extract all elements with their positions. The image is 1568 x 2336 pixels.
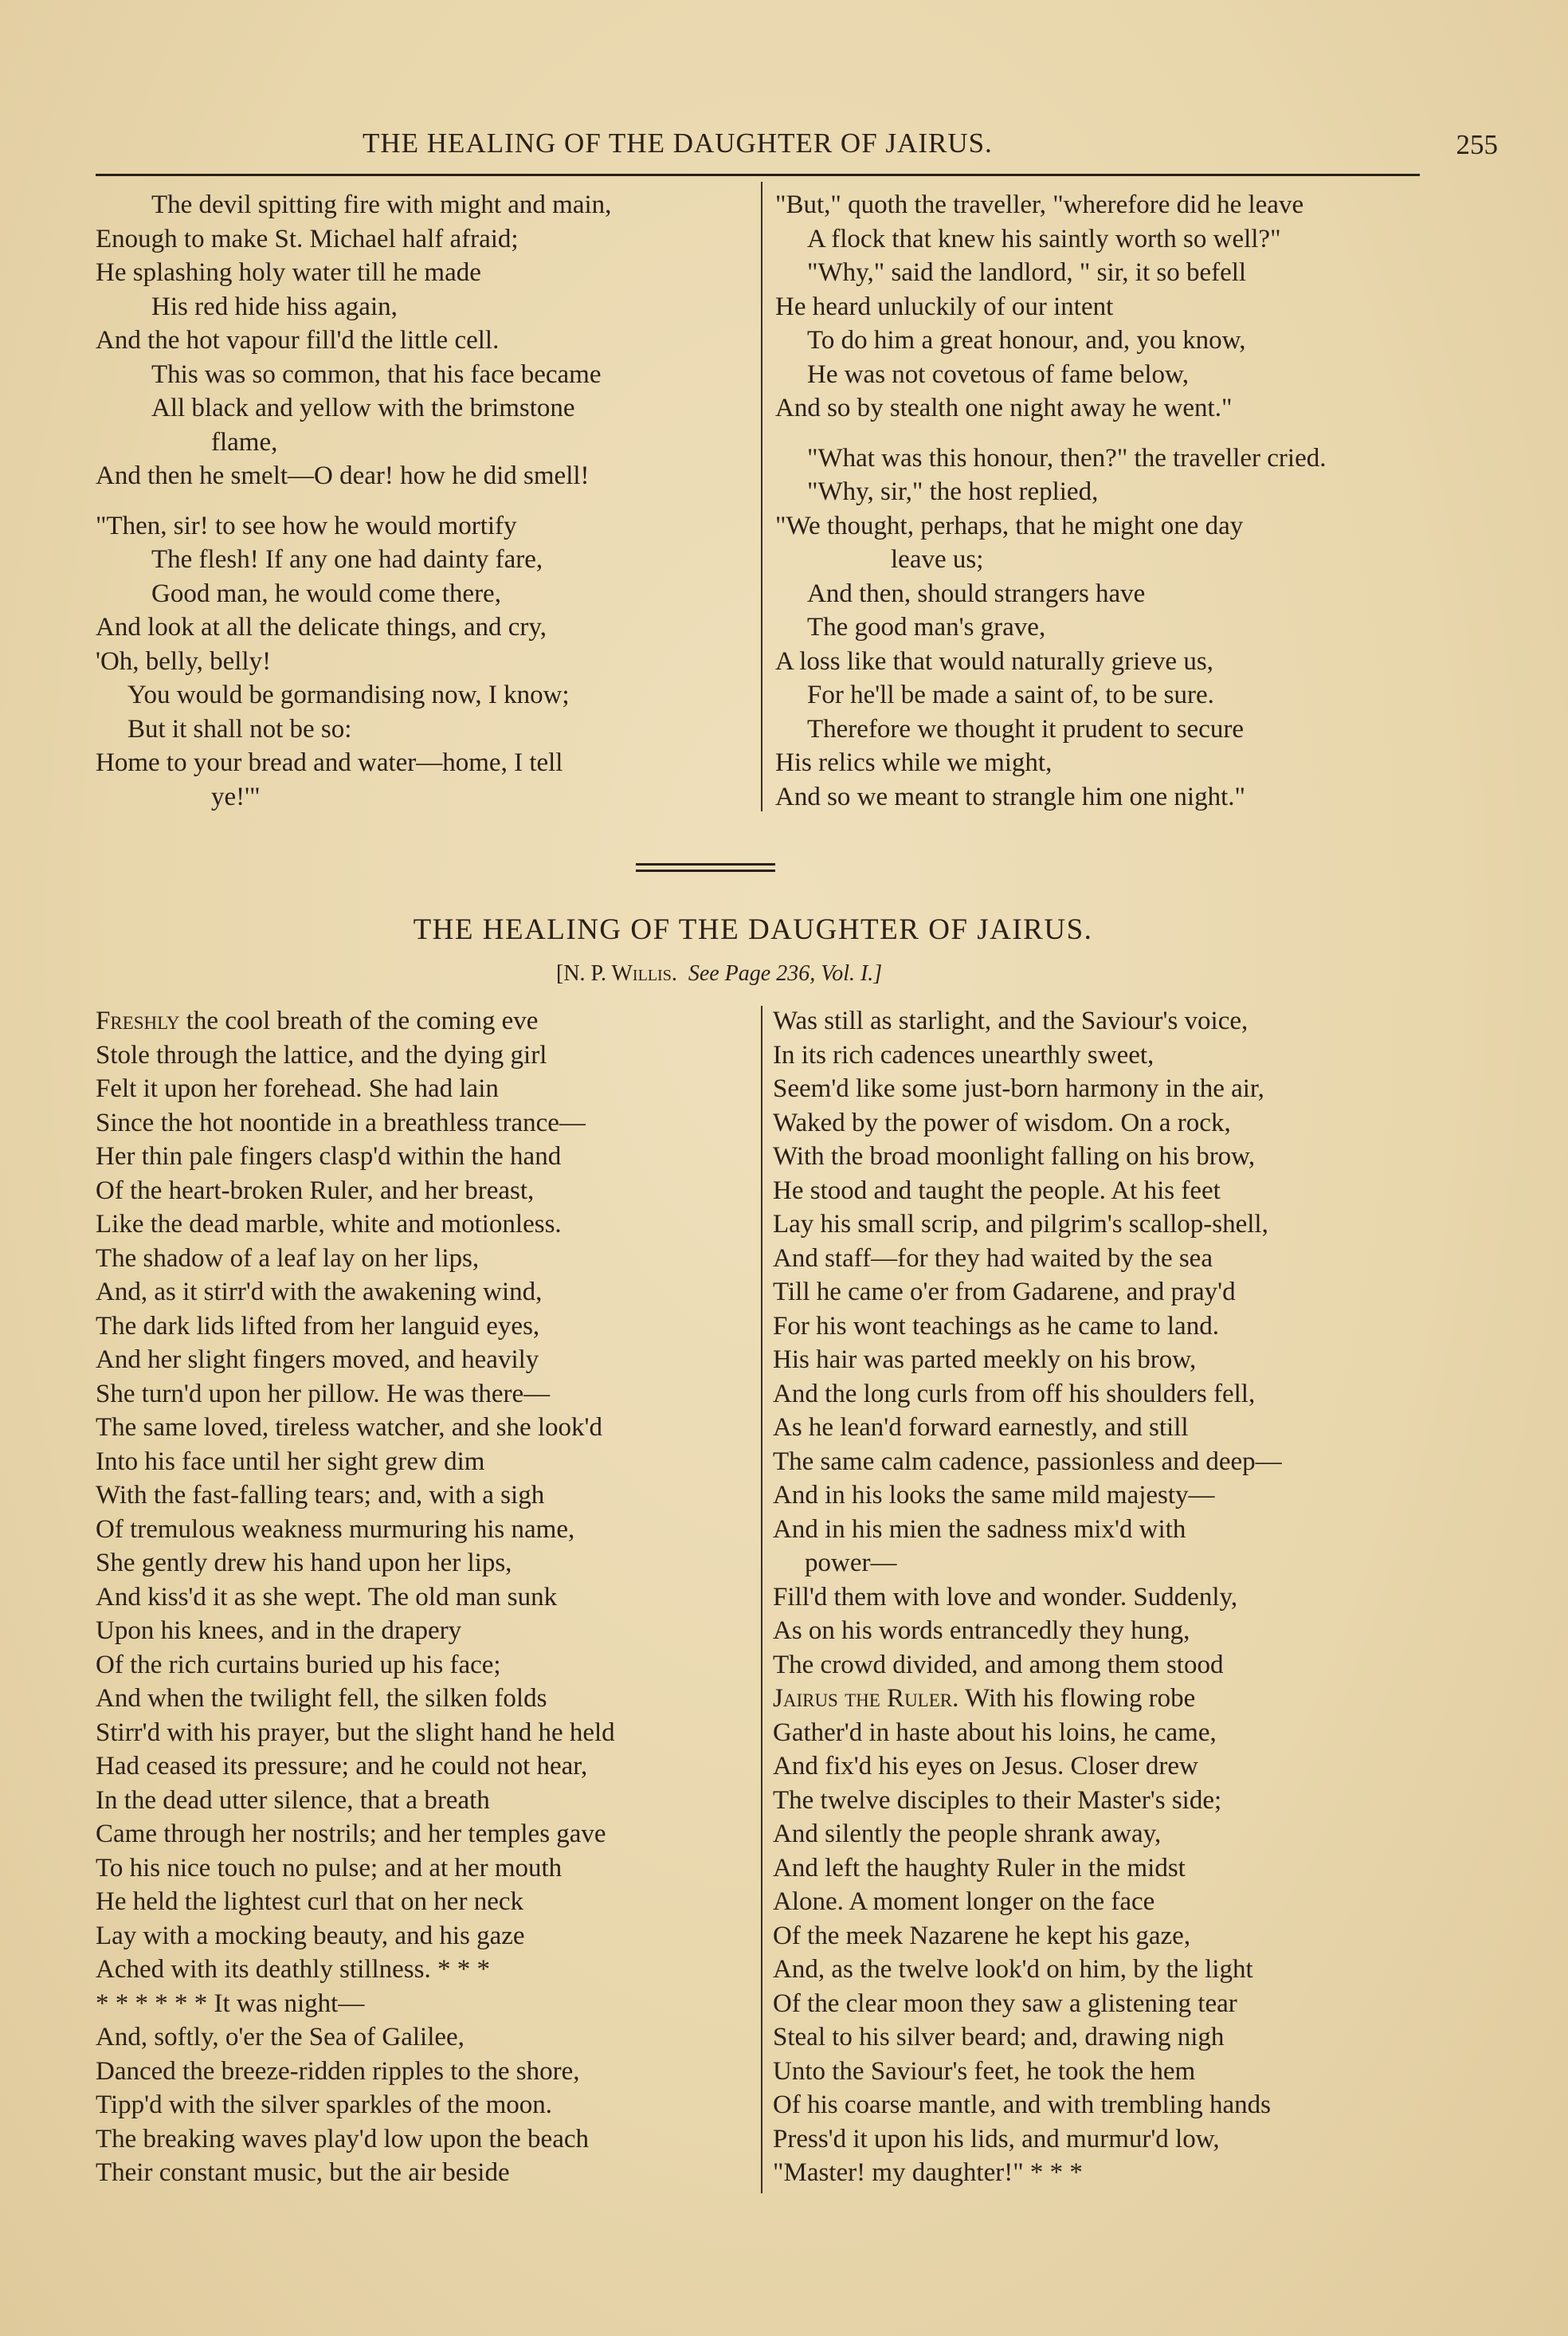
verse-line: She turn'd upon her pillow. He was there— <box>96 1379 551 1408</box>
attribution <box>556 961 882 987</box>
verse-line: He splashing holy water till he made <box>96 258 481 287</box>
running-head <box>96 128 1498 167</box>
verse-line: Gather'd in haste about his loins, he came, <box>773 1718 1217 1747</box>
verse-line: Of the meek Nazarene he kept his gaze, <box>773 1921 1191 1950</box>
verse-line: flame, <box>211 427 278 457</box>
verse-line: * * * * * * It was night— <box>96 1989 365 2018</box>
verse-line: Like the dead marble, white and motionless. <box>96 1210 562 1239</box>
verse-line: Unto the Saviour's feet, he took the hem <box>773 2056 1196 2086</box>
verse-line: Home to your bread and water—home, I tell <box>96 748 563 777</box>
verse-line: And kiss'd it as she wept. The old man sunk <box>96 1582 558 1612</box>
verse-line: The crowd divided, and among them stood <box>773 1650 1224 1679</box>
verse-line: The flesh! If any one had dainty fare, <box>151 545 543 574</box>
verse-line: He held the lightest curl that on her neck <box>96 1887 523 1916</box>
verse-line: Danced the breeze-ridden ripples to the shore, <box>96 2056 580 2086</box>
verse-line: As on his words entrancedly they hung, <box>773 1616 1190 1645</box>
verse-line: "Why," said the landlord, " sir, it so befell <box>807 258 1247 287</box>
verse-line: And then, should strangers have <box>807 579 1146 608</box>
verse-line: leave us; <box>891 545 984 574</box>
verse-line: Their constant music, but the air beside <box>96 2158 510 2187</box>
verse-line: Press'd it upon his lids, and murmur'd low, <box>773 2124 1220 2153</box>
attribution-reference: Page 236, Vol. I.] <box>724 961 883 986</box>
verse-line: And staff—for they had waited by the sea <box>773 1243 1213 1273</box>
verse-line: And in his mien the sadness mix'd with <box>773 1514 1186 1544</box>
verse-line: Lay with a mocking beauty, and his gaze <box>96 1921 525 1950</box>
verse-line: The good man's grave, <box>807 613 1046 642</box>
verse-line: He was not covetous of fame below, <box>807 359 1189 389</box>
verse-line: And in his looks the same mild majesty— <box>773 1481 1215 1510</box>
verse-line: Freshly the cool breath of the coming eve <box>96 1007 539 1035</box>
lower-right-column <box>773 1004 1434 2190</box>
verse-line: He stood and taught the people. At his feet <box>773 1176 1221 1205</box>
verse-line: Felt it upon her forehead. She had lain <box>96 1074 499 1103</box>
verse-line: Of the rich curtains buried up his face; <box>96 1650 501 1679</box>
page-number: 255 <box>1456 129 1498 160</box>
verse-line: ye!'" <box>211 782 261 811</box>
verse-line: Steal to his silver beard; and, drawing nigh <box>773 2023 1225 2051</box>
verse-line: And the long curls from off his shoulders fell, <box>773 1379 1256 1408</box>
verse-line: And so by stealth one night away he went." <box>775 394 1233 422</box>
verse-line: "Why, sir," the host replied, <box>807 477 1099 506</box>
verse-line: Upon his knees, and in the drapery <box>96 1616 462 1645</box>
verse-line: "What was this honour, then?" the traveller cried. <box>807 443 1327 473</box>
verse-line: Ached with its deathly stillness. * * * <box>96 1955 490 1984</box>
verse-line: And so we meant to strangle him one night." <box>775 782 1245 811</box>
verse-line: The breaking waves play'd low upon the beach <box>96 2124 589 2153</box>
verse-line: The devil spitting fire with might and main, <box>151 190 612 219</box>
verse-line: Good man, he would come there, <box>151 579 501 608</box>
header-rule <box>96 174 1420 176</box>
verse-line: And, as the twelve look'd on him, by the light <box>773 1955 1253 1984</box>
verse-line: Of his coarse mantle, and with trembling hands <box>773 2091 1272 2119</box>
verse-line: Lay his small scrip, and pilgrim's scallop-shell, <box>773 1210 1268 1239</box>
verse-line: Into his face until her sight grew dim <box>96 1447 485 1476</box>
attribution-see: See <box>688 961 719 986</box>
verse-line: Jairus the Ruler. With his flowing robe <box>773 1684 1196 1713</box>
small-caps-lead: Freshly <box>96 1007 180 1035</box>
verse-line: Of tremulous weakness murmuring his name, <box>96 1514 575 1544</box>
verse-line: With the broad moonlight falling on his brow, <box>773 1142 1256 1171</box>
verse-line: power— <box>805 1549 897 1577</box>
verse-line: Stole through the lattice, and the dying girl <box>96 1040 547 1070</box>
verse-line: He heard unluckily of our intent <box>775 292 1114 321</box>
verse-line: And left the haughty Ruler in the midst <box>773 1853 1186 1883</box>
verse-line: And when the twilight fell, the silken folds <box>96 1684 547 1713</box>
lower-column-divider <box>761 1006 762 2193</box>
lower-left-column <box>96 1004 757 2190</box>
verse-line: Was still as starlight, and the Saviour's voice, <box>773 1007 1249 1035</box>
section-rule-top <box>636 863 775 866</box>
verse-line: To do him a great honour, and, you know, <box>807 326 1246 355</box>
verse-line: All black and yellow with the brimstone <box>151 394 575 422</box>
verse-line: The same calm cadence, passionless and deep— <box>773 1447 1282 1476</box>
upper-left-column <box>96 188 757 814</box>
verse-line: Stirr'd with his prayer, but the slight hand he held <box>96 1718 615 1747</box>
verse-line: And silently the people shrank away, <box>773 1820 1162 1848</box>
verse-line: The twelve disciples to their Master's side; <box>773 1785 1222 1815</box>
verse-line: As he lean'd forward earnestly, and still <box>773 1413 1189 1442</box>
verse-line: To his nice touch no pulse; and at her mouth <box>96 1853 563 1883</box>
verse-line: A flock that knew his saintly worth so well?" <box>807 224 1281 253</box>
verse-line: His relics while we might, <box>775 748 1053 777</box>
section-rule-bottom <box>636 870 775 872</box>
stanza-break <box>96 493 757 509</box>
verse-line: Alone. A moment longer on the face <box>773 1887 1155 1916</box>
verse-line: She gently drew his hand upon her lips, <box>96 1549 512 1577</box>
verse-line: Waked by the power of wisdom. On a rock, <box>773 1108 1231 1137</box>
verse-line: And, softly, o'er the Sea of Galilee, <box>96 2023 465 2051</box>
section-title: THE HEALING OF THE DAUGHTER OF JAIRUS. <box>413 913 1093 946</box>
verse-line: And then he smelt—O dear! how he did smell! <box>96 461 590 490</box>
verse-line: You would be gormandising now, I know; <box>127 681 570 709</box>
verse-line: Since the hot noontide in a breathless trance— <box>96 1108 586 1137</box>
verse-line: Till he came o'er from Gadarene, and pray'd <box>773 1278 1236 1306</box>
verse-line: His red hide hiss again, <box>151 292 398 321</box>
upper-column-divider <box>761 182 762 811</box>
attribution-author: [N. P. Willis. <box>556 961 677 986</box>
upper-right-column <box>775 188 1437 814</box>
verse-line: His hair was parted meekly on his brow, <box>773 1345 1197 1374</box>
verse-line: And look at all the delicate things, and cry, <box>96 613 547 642</box>
verse-line: "Master! my daughter!" * * * <box>773 2158 1083 2187</box>
small-caps-lead: Jairus the Ruler. <box>773 1684 959 1713</box>
verse-line: Tipp'd with the silver sparkles of the moon. <box>96 2091 553 2119</box>
verse-line: "We thought, perhaps, that he might one day <box>775 511 1244 540</box>
verse-line: And the hot vapour fill'd the little cell. <box>96 326 500 355</box>
verse-line: Had ceased its pressure; and he could not hear, <box>96 1752 588 1780</box>
verse-line: Came through her nostrils; and her temples gave <box>96 1820 606 1848</box>
verse-line: Therefore we thought it prudent to secure <box>807 714 1244 744</box>
verse-line: "Then, sir! to see how he would mortify <box>96 511 517 540</box>
verse-line: Of the clear moon they saw a glistening tear <box>773 1989 1237 2018</box>
verse-line: Seem'd like some just-born harmony in the air, <box>773 1074 1264 1103</box>
verse-line: And, as it stirr'd with the awakening wind, <box>96 1278 543 1306</box>
verse-line: For his wont teachings as he came to land. <box>773 1311 1219 1341</box>
verse-line: "But," quoth the traveller, "wherefore did he leave <box>775 190 1304 219</box>
verse-line: 'Oh, belly, belly! <box>96 646 272 676</box>
verse-line: In the dead utter silence, that a breath <box>96 1785 490 1815</box>
verse-line: Her thin pale fingers clasp'd within the hand <box>96 1142 562 1171</box>
verse-line: A loss like that would naturally grieve us, <box>775 646 1213 676</box>
verse-line: In its rich cadences unearthly sweet, <box>773 1040 1154 1070</box>
verse-line: Enough to make St. Michael half afraid; <box>96 224 519 253</box>
stanza-break <box>775 426 1437 442</box>
verse-line: This was so common, that his face became <box>151 359 602 389</box>
verse-line: Of the heart-broken Ruler, and her breast, <box>96 1176 535 1205</box>
verse-line: And her slight fingers moved, and heavily <box>96 1345 539 1374</box>
verse-line: The same loved, tireless watcher, and she look'd <box>96 1413 603 1442</box>
verse-line: The dark lids lifted from her languid eyes, <box>96 1311 540 1341</box>
verse-line: But it shall not be so: <box>127 714 352 744</box>
verse-line: With the fast-falling tears; and, with a sigh <box>96 1481 545 1510</box>
verse-line: The shadow of a leaf lay on her lips, <box>96 1243 480 1273</box>
verse-line: Fill'd them with love and wonder. Suddenly, <box>773 1582 1238 1612</box>
verse-line: And fix'd his eyes on Jesus. Closer drew <box>773 1752 1198 1780</box>
verse-line: For he'll be made a saint of, to be sure. <box>807 681 1214 709</box>
running-title: THE HEALING OF THE DAUGHTER OF JAIRUS. <box>363 128 993 159</box>
